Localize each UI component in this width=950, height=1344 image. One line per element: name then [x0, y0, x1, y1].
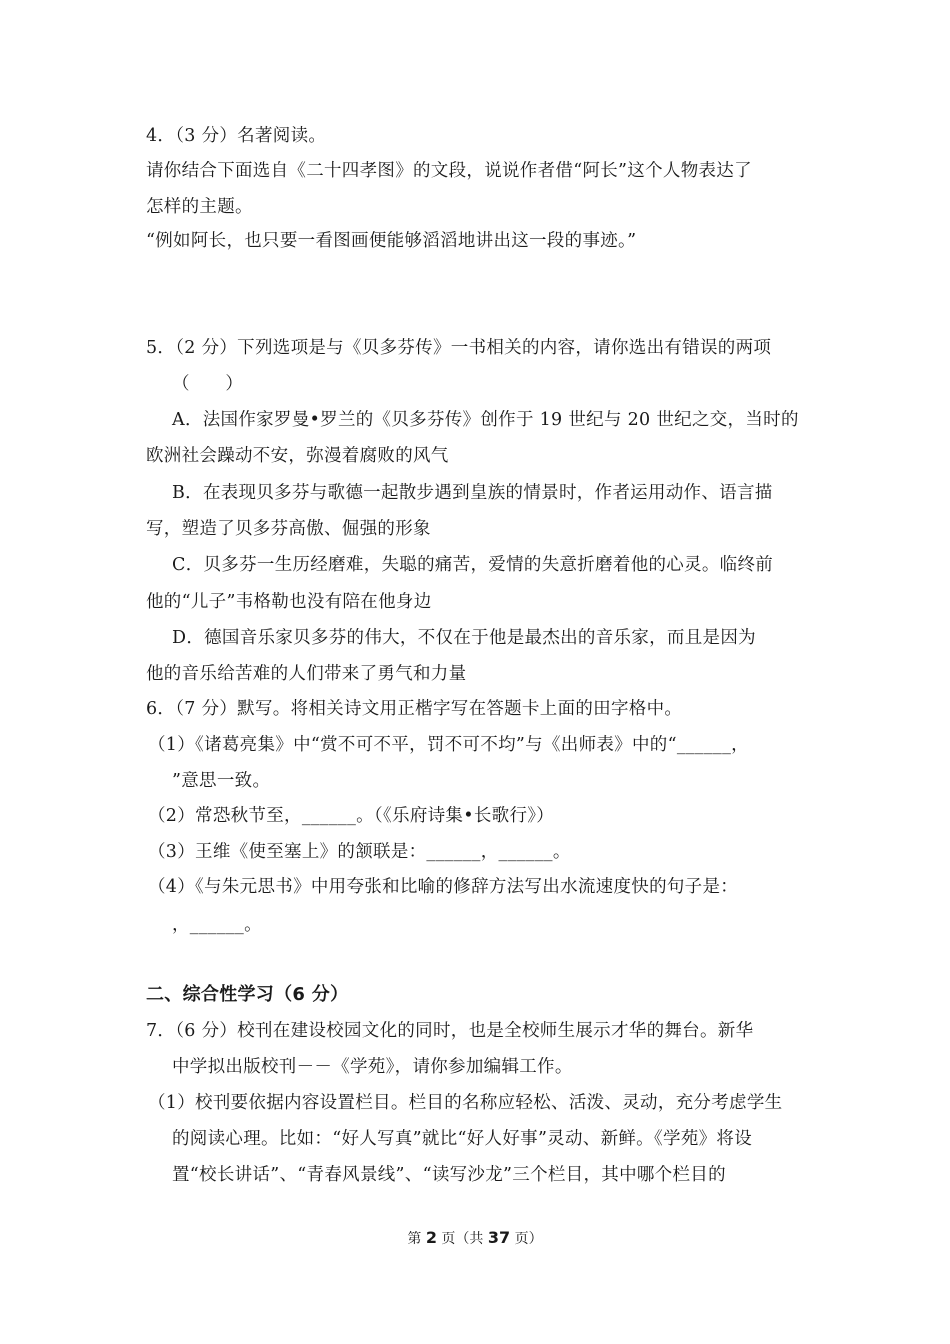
q5-option-b-line1: B．在表现贝多芬与歌德一起散步遇到皇族的情景时，作者运用动作、语言描: [172, 483, 773, 503]
q5-option-c-line1: C．贝多芬一生历经磨难，失聪的痛苦，爱情的失意折磨着他的心灵。临终前: [172, 555, 774, 575]
q7-part1-line3: 置“校长讲话”、“青春风景线”、“读写沙龙”三个栏目，其中哪个栏目的: [172, 1165, 726, 1185]
q6-part2: （2）常恐秋节至，______。（《乐府诗集•长歌行》）: [148, 806, 555, 826]
q5-answer-blank: （ ）: [172, 374, 244, 394]
q4-quote: “例如阿长，也只要一看图画便能够滔滔地讲出这一段的事迹。”: [146, 231, 637, 251]
q7-part1-line1: （1）校刊要依据内容设置栏目。栏目的名称应轻松、活泼、灵动，充分考虑学生: [148, 1093, 783, 1113]
q4-prompt-line1: 请你结合下面选自《二十四孝图》的文段，说说作者借“阿长”这个人物表达了: [146, 161, 752, 181]
q7-line1: 7．（6 分）校刊在建设校园文化的同时，也是全校师生展示才华的舞台。新华: [146, 1021, 754, 1041]
q6-part1-line2: ”意思一致。: [172, 771, 271, 791]
footer-total-pages: 37: [487, 1228, 511, 1247]
q5-option-d-line1: D．德国音乐家贝多芬的伟大，不仅在于他是最杰出的音乐家，而且是因为: [172, 628, 756, 648]
footer-page-number: 2: [425, 1228, 437, 1247]
q6-title: 6．（7 分）默写。将相关诗文用正楷字写在答题卡上面的田字格中。: [146, 699, 683, 719]
section-heading: 二、综合性学习（6 分）: [146, 984, 349, 1005]
q5-option-a-line2: 欧洲社会躁动不安，弥漫着腐败的风气: [146, 446, 449, 466]
q6-part1-line1: （1）《诸葛亮集》中“赏不可不平，罚不可不均”与《出师表》中的“______，: [148, 735, 749, 755]
q6-part4-line1: （4）《与朱元思书》中用夸张和比喻的修辞方法写出水流速度快的句子是：: [148, 877, 739, 897]
q5-title: 5．（2 分）下列选项是与《贝多芬传》一书相关的内容，请你选出有错误的两项: [146, 338, 772, 358]
footer-suffix: 页）: [510, 1231, 543, 1247]
footer-middle: 页（共: [436, 1231, 488, 1247]
page-footer: [0, 1228, 950, 1249]
q4-title: 4．（3 分）名著阅读。: [146, 126, 327, 146]
q5-option-a-line1: A．法国作家罗曼•罗兰的《贝多芬传》创作于 19 世纪与 20 世纪之交，当时的: [172, 410, 799, 430]
q5-option-c-line2: 他的“儿子”韦格勒也没有陪在他身边: [146, 592, 432, 612]
q5-option-d-line2: 他的音乐给苦难的人们带来了勇气和力量: [146, 664, 467, 684]
footer-prefix: 第: [407, 1231, 426, 1247]
q7-line2: 中学拟出版校刊－－《学苑》，请你参加编辑工作。: [172, 1057, 573, 1077]
q5-option-b-line2: 写，塑造了贝多芬高傲、倔强的形象: [146, 519, 431, 539]
q4-prompt-line2: 怎样的主题。: [146, 197, 253, 217]
q6-part3: （3）王维《使至塞上》的颔联是：______，______。: [148, 842, 571, 862]
q6-part4-line2: ，______。: [172, 915, 262, 935]
q7-part1-line2: 的阅读心理。比如：“好人写真”就比“好人好事”灵动、新鲜。《学苑》将设: [172, 1129, 753, 1149]
